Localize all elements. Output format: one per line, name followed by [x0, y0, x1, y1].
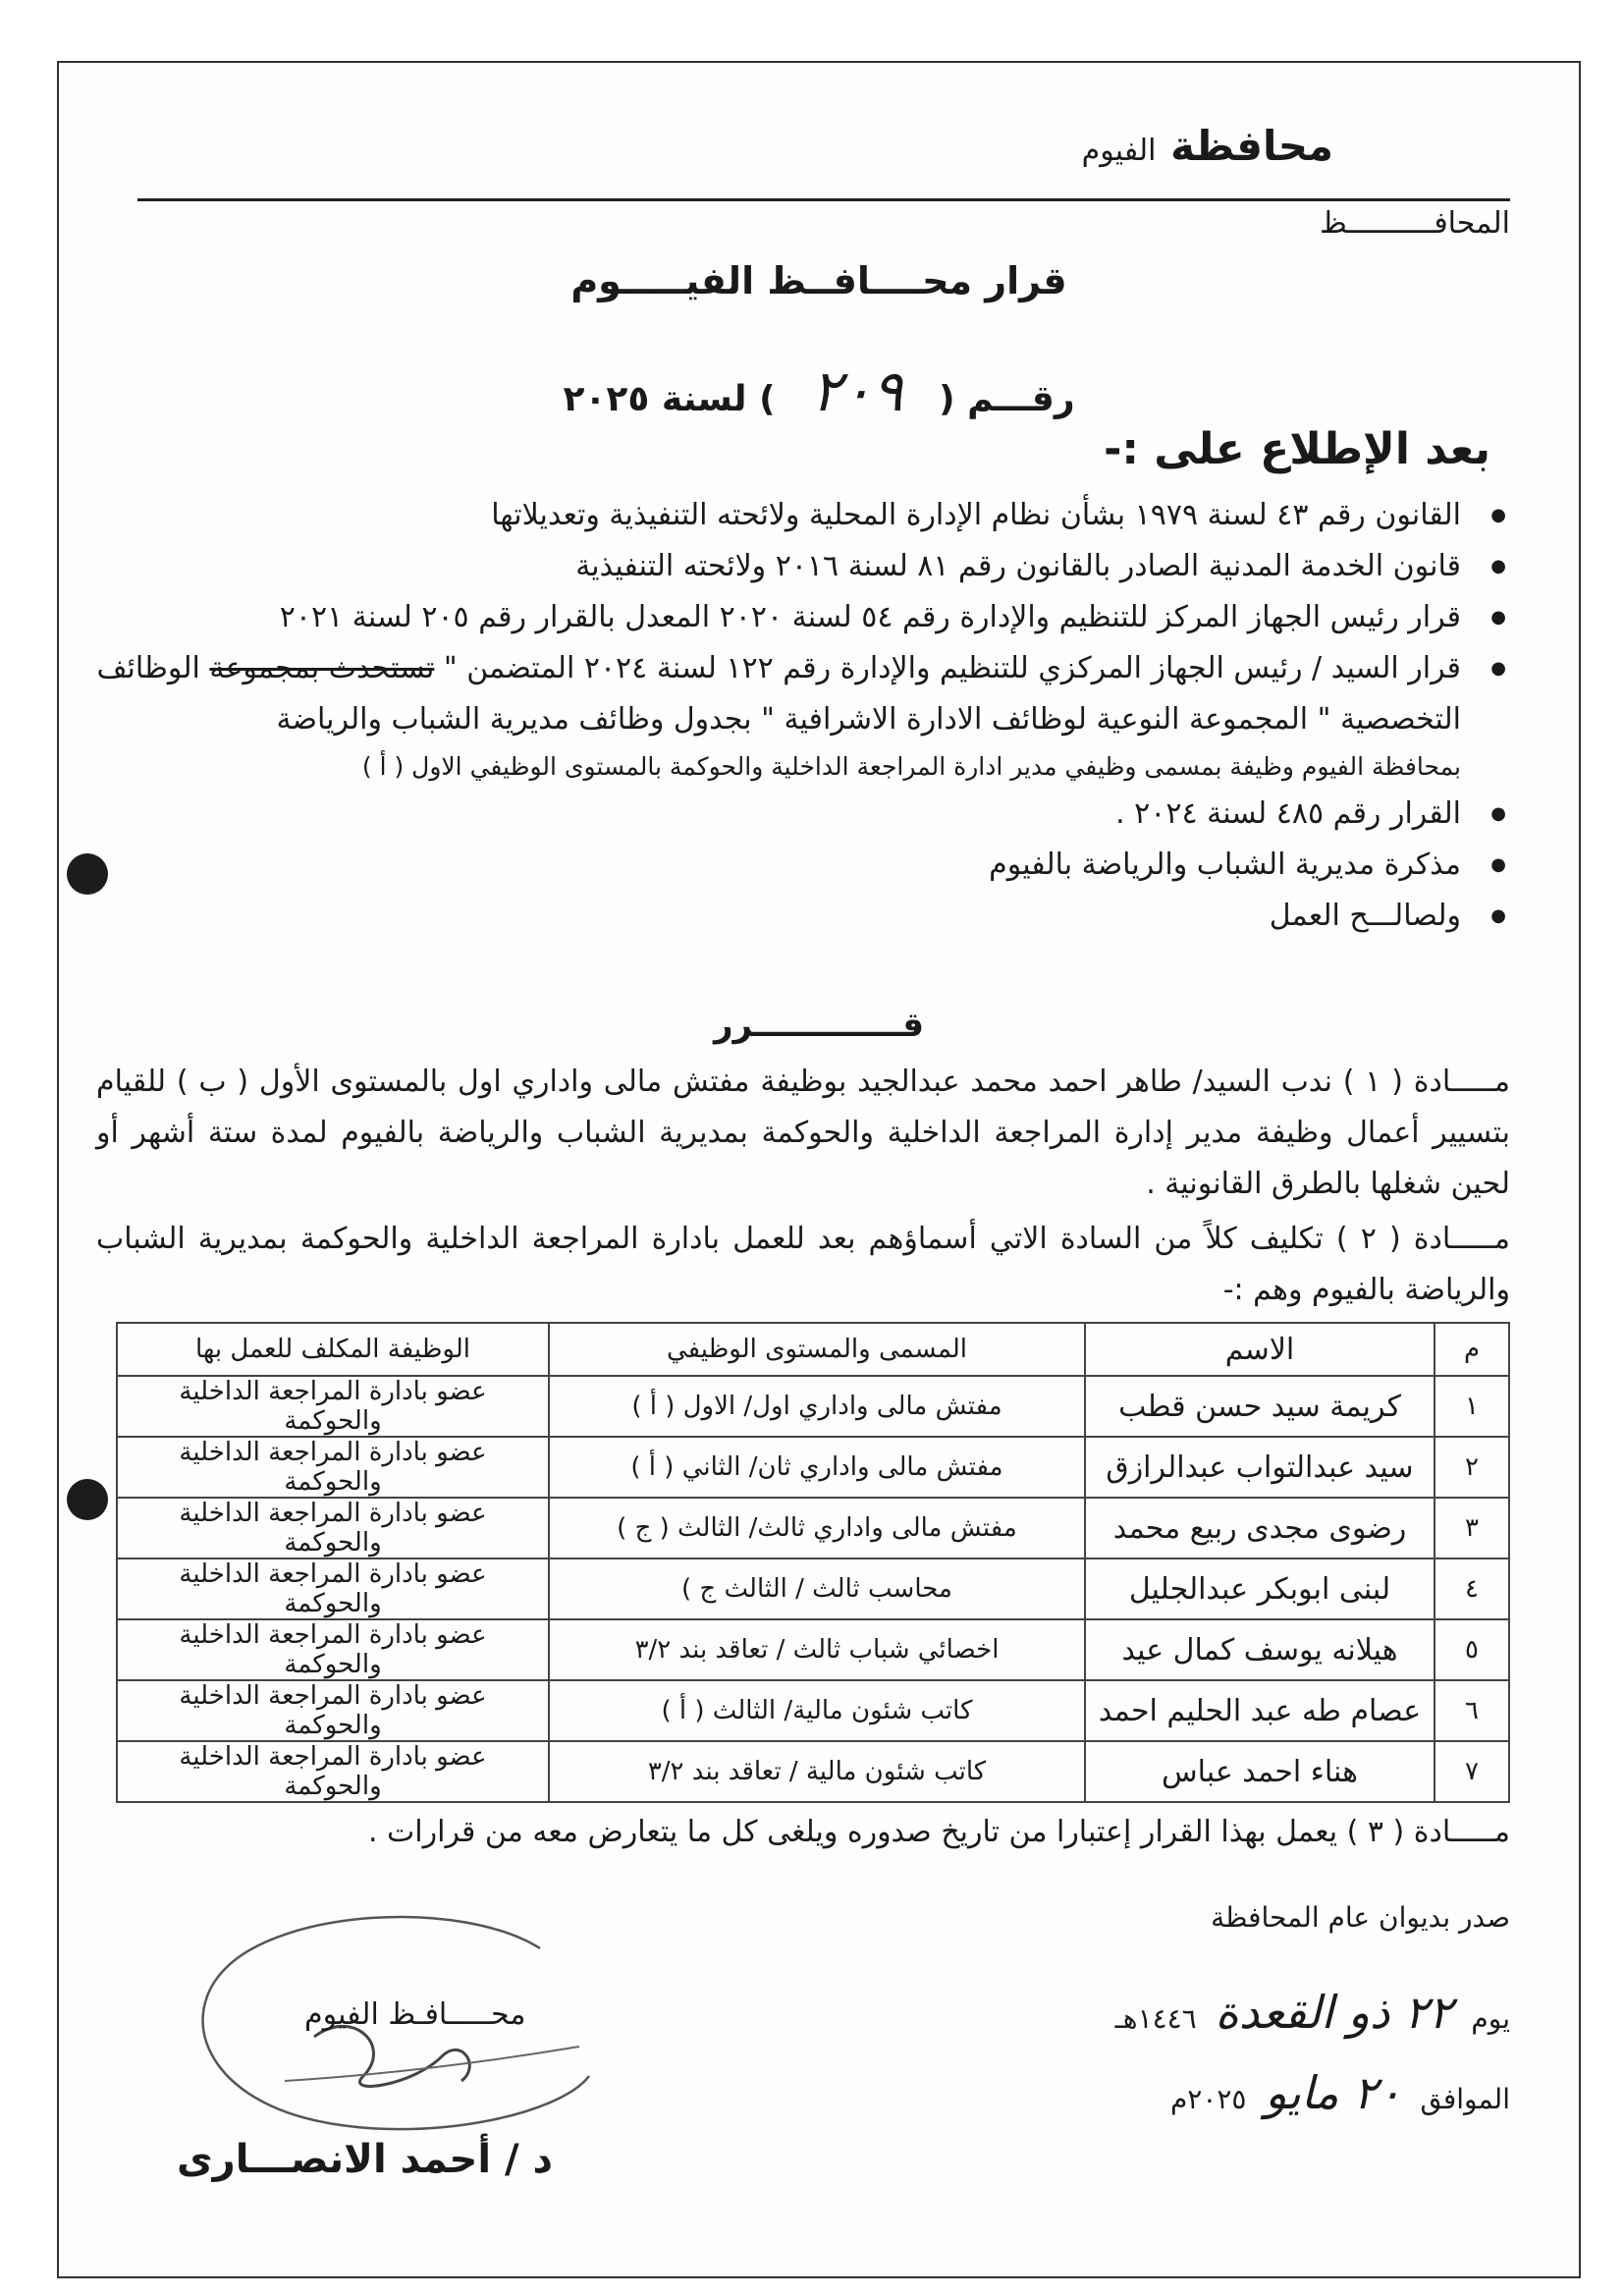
cell-name: هناء احمد عباس	[1085, 1741, 1435, 1802]
preamble-list	[96, 490, 1510, 942]
table-row	[117, 1498, 1509, 1558]
preamble-item-text: قرار السيد / رئيس الجهاز المركزي للتنظيم والإدارة رقم ١٢٢ لسنة ٢٠٢٤ المتضمن " تستحدث بمجموعة الوظائف التخصصية " المجموعة النوعية لوظائف الادارة الاشرافية " بجدول وظائف مديرية الشباب والرياضة	[96, 651, 1461, 737]
col-header-name: الاسم	[1085, 1323, 1435, 1376]
col-header-title: المسمى والمستوى الوظيفي	[549, 1323, 1085, 1376]
table-row	[117, 1437, 1509, 1498]
table-row	[117, 1741, 1509, 1802]
preamble-item: ● مذكرة مديرية الشباب والرياضة بالفيوم	[96, 840, 1510, 891]
article-2: مـــــادة ( ٢ ) تكليف كلاً من السادة الاتي أسماؤهم بعد للعمل بادارة المراجعة الداخلية والحوكمة بمديرية الشباب والرياضة بالفيوم وهم :-	[96, 1222, 1511, 1307]
preamble-item: ● ولصالـــح العمل	[96, 891, 1510, 942]
col-header-number: م	[1435, 1323, 1509, 1376]
cell-name: رضوى مجدى ربيع محمد	[1085, 1498, 1435, 1558]
cell-number: ٣	[1435, 1498, 1509, 1558]
cell-number: ٢	[1435, 1437, 1509, 1498]
preamble-item: ● القرار رقم ٤٨٥ لسنة ٢٠٢٤ .	[96, 789, 1510, 840]
cell-assignment: عضو بادارة المراجعة الداخلية والحوكمة	[117, 1498, 549, 1558]
table-row	[117, 1558, 1509, 1619]
cell-title: مفتش مالى واداري ثالث/ الثالث ( ج )	[549, 1498, 1085, 1558]
decree-page	[57, 61, 1581, 2278]
preamble-item: ● القانون رقم ٤٣ لسنة ١٩٧٩ بشأن نظام الإدارة المحلية ولائحته التنفيذية وتعديلاتها	[96, 490, 1510, 541]
decree-number-handwritten: ٢٠٩	[811, 357, 903, 424]
office-label: المحافــــــــــظ	[1319, 206, 1510, 241]
cell-number: ٧	[1435, 1741, 1509, 1802]
assignees-table	[116, 1322, 1510, 1803]
governorate-header: محافظة الفيوم	[1081, 122, 1333, 170]
decree-number: رقـــم ( ٢٠٩ ) لسنة ٢٠٢٥	[563, 357, 1075, 424]
table-header-row	[117, 1323, 1509, 1376]
col-header-assignment: الوظيفة المكلف للعمل بها	[117, 1323, 549, 1376]
cell-assignment: عضو بادارة المراجعة الداخلية والحوكمة	[117, 1437, 549, 1498]
cell-assignment: عضو بادارة المراجعة الداخلية والحوكمة	[117, 1558, 549, 1619]
cell-number: ١	[1435, 1376, 1509, 1437]
cell-title: مفتش مالى واداري ثان/ الثاني ( أ )	[549, 1437, 1085, 1498]
cell-assignment: عضو بادارة المراجعة الداخلية والحوكمة	[117, 1376, 549, 1437]
cell-title: محاسب ثالث / الثالث ج )	[549, 1558, 1085, 1619]
preamble-item: ● قانون الخدمة المدنية الصادر بالقانون رقم ٨١ لسنة ٢٠١٦ ولائحته التنفيذية	[96, 541, 1510, 592]
article-1: مـــــادة ( ١ ) ندب السيد/ طاهر احمد محمد عبدالجيد بوظيفة مفتش مالى واداري اول بالمستوى الأول ( ب ) للقيام بتسيير أعمال وظيفة مدير إدارة المراجعة الداخلية والحوكمة بمديرية الشباب والرياضة بالفيوم لمدة ستة أشهر أو لحين شغلها بالطرق القانونية .	[96, 1065, 1510, 1201]
punch-hole	[67, 1479, 108, 1520]
issued-at: صدر بديوان عام المحافظة	[1211, 1901, 1510, 1934]
cell-title: مفتش مالى واداري اول/ الاول ( أ )	[549, 1376, 1085, 1437]
struck-text: تستحدث بمجموعة	[209, 651, 435, 685]
header-rule	[137, 198, 1510, 201]
governor-name: د / أحمد الانصـــارى	[177, 2137, 554, 2182]
cell-title: كاتب شئون مالية / تعاقد بند ٣/٢	[549, 1741, 1085, 1802]
gregorian-date: الموافق ٢٠ مايو ٢٠٢٥م	[1169, 2066, 1510, 2119]
gregorian-date-handwritten: ٢٠ مايو	[1265, 2066, 1402, 2119]
table-row	[117, 1376, 1509, 1437]
cell-number: ٥	[1435, 1619, 1509, 1680]
cell-name: لبنى ابوبكر عبدالجليل	[1085, 1558, 1435, 1619]
cell-assignment: عضو بادارة المراجعة الداخلية والحوكمة	[117, 1680, 549, 1741]
preamble-heading: بعد الإطلاع على :-	[1104, 424, 1490, 474]
article-3: مـــــادة ( ٣ ) يعمل بهذا القرار إعتبارا من تاريخ صدوره ويلغى كل ما يتعارض معه من قرارات .	[367, 1815, 1510, 1849]
cell-name: عصام طه عبد الحليم احمد	[1085, 1680, 1435, 1741]
cell-name: سيد عبدالتواب عبدالرازق	[1085, 1437, 1435, 1498]
hijri-date-handwritten: ٢٢ ذو القعدة	[1215, 1986, 1453, 2039]
table-row	[117, 1619, 1509, 1680]
punch-hole	[67, 853, 108, 895]
preamble-item	[96, 643, 1510, 789]
cell-name: كريمة سيد حسن قطب	[1085, 1376, 1435, 1437]
cell-assignment: عضو بادارة المراجعة الداخلية والحوكمة	[117, 1619, 549, 1680]
preamble-item: ● قرار رئيس الجهاز المركز للتنظيم والإدارة رقم ٥٤ لسنة ٢٠٢٠ المعدل بالقرار رقم ٢٠٥ لسنة ٢٠٢١	[96, 592, 1510, 643]
preamble-item-sub: بمحافظة الفيوم وظيفة بمسمى وظيفي مدير ادارة المراجعة الداخلية والحوكمة بالمستوى الوظيفي الاول ( أ )	[361, 752, 1461, 781]
governor-signature	[167, 1909, 619, 2164]
table-body	[117, 1376, 1509, 1802]
governor-label: محـــــافـظ الفيوم	[304, 1997, 526, 2032]
decree-title: قرار محــــافــظ الفيـــــوم	[570, 259, 1067, 302]
table-row	[117, 1680, 1509, 1741]
hijri-date: يوم ٢٢ ذو القعدة ١٤٤٦هـ	[1114, 1986, 1510, 2039]
cell-title: اخصائي شباب ثالث / تعاقد بند ٣/٢	[549, 1619, 1085, 1680]
cell-name: هيلانه يوسف كمال عيد	[1085, 1619, 1435, 1680]
cell-assignment: عضو بادارة المراجعة الداخلية والحوكمة	[117, 1741, 549, 1802]
cell-title: كاتب شئون مالية/ الثالث ( أ )	[549, 1680, 1085, 1741]
decision-heading: قـــــــــــــرر	[713, 1006, 925, 1045]
cell-number: ٦	[1435, 1680, 1509, 1741]
cell-number: ٤	[1435, 1558, 1509, 1619]
